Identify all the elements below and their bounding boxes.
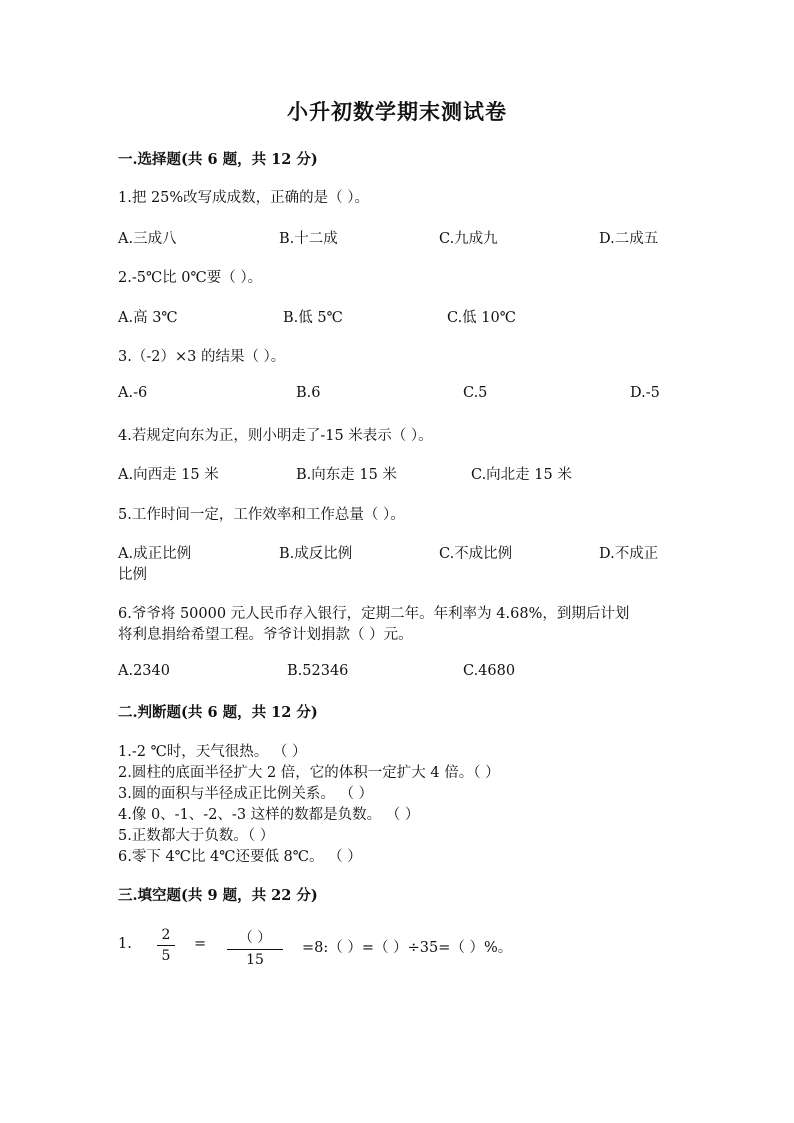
judge-item: 5.正数都大于负数。（ ） xyxy=(118,828,275,844)
option-c: C.5 xyxy=(463,385,488,401)
option-d: D.不成正 xyxy=(599,546,659,562)
option-b: B.向东走 15 米 xyxy=(296,467,397,483)
fraction-numerator: 2 xyxy=(161,927,171,943)
judge-item: 3.圆的面积与半径成正比例关系。 （ ） xyxy=(118,786,374,802)
option-c: C.向北走 15 米 xyxy=(471,467,572,483)
question-stem: 4.若规定向东为正，则小明走了-15 米表示（ ）。 xyxy=(118,428,433,444)
fraction-denominator: 5 xyxy=(161,948,171,964)
option-c: C.低 10℃ xyxy=(447,310,516,326)
option-b: B.52346 xyxy=(287,663,349,679)
option-b: B.十二成 xyxy=(279,231,338,247)
fraction-numerator-blank: （ ） xyxy=(238,930,272,946)
option-a: A.高 3℃ xyxy=(118,310,178,326)
option-b: B.6 xyxy=(296,385,321,401)
section-heading-judge: 二.判断题(共 6 题，共 12 分) xyxy=(118,704,318,721)
option-b: B.低 5℃ xyxy=(283,310,343,326)
fraction-bar xyxy=(157,945,175,946)
equals-sign: = xyxy=(194,936,207,952)
judge-item: 6.零下 4℃比 4℃还要低 8℃。 （ ） xyxy=(118,849,362,865)
fraction-blank-over-fifteen xyxy=(227,927,283,968)
fraction-two-fifths xyxy=(157,927,175,964)
fraction-bar xyxy=(227,949,283,950)
question-stem: 3.（-2）×3 的结果（ ）。 xyxy=(118,349,286,365)
option-a: A.向西走 15 米 xyxy=(118,467,219,483)
option-a: A.成正比例 xyxy=(118,546,192,562)
question-stem: 5.工作时间一定，工作效率和工作总量（ ）。 xyxy=(118,507,405,523)
option-b: B.成反比例 xyxy=(279,546,353,562)
question-stem-line1: 6.爷爷将 50000 元人民币存入银行，定期二年。年利率为 4.68%，到期后计划 xyxy=(118,606,630,622)
option-d: D.二成五 xyxy=(599,231,659,247)
option-c: C.九成九 xyxy=(439,231,498,247)
section-heading-choice: 一.选择题(共 6 题，共 12 分) xyxy=(118,151,318,168)
option-a: A.2340 xyxy=(118,663,170,679)
fill-question-number: 1. xyxy=(118,936,132,952)
judge-item: 4.像 0、-1、-2、-3 这样的数都是负数。 （ ） xyxy=(118,807,420,823)
option-a: A.-6 xyxy=(118,385,148,401)
question-stem-line2: 将利息捐给希望工程。爷爷计划捐款（ ）元。 xyxy=(118,627,413,643)
page-title: 小升初数学期末测试卷 xyxy=(287,99,507,124)
question-stem: 1.把 25%改写成成数，正确的是（ ）。 xyxy=(118,190,370,206)
option-c: C.不成比例 xyxy=(439,546,513,562)
question-stem: 2.-5℃比 0℃要（ ）。 xyxy=(118,270,263,286)
fraction-denominator: 15 xyxy=(246,952,264,968)
option-a: A.三成八 xyxy=(118,231,177,247)
option-d: D.-5 xyxy=(630,385,660,401)
judge-item: 1.-2 ℃时，天气很热。 （ ） xyxy=(118,744,307,760)
fill-question-rest: =8:（ ）=（ ）÷35=（ ）%。 xyxy=(302,940,513,956)
option-c: C.4680 xyxy=(463,663,516,679)
section-heading-fill: 三.填空题(共 9 题，共 22 分) xyxy=(118,887,318,904)
option-d-continued: 比例 xyxy=(118,567,147,583)
judge-item: 2.圆柱的底面半径扩大 2 倍，它的体积一定扩大 4 倍。（ ） xyxy=(118,765,500,781)
